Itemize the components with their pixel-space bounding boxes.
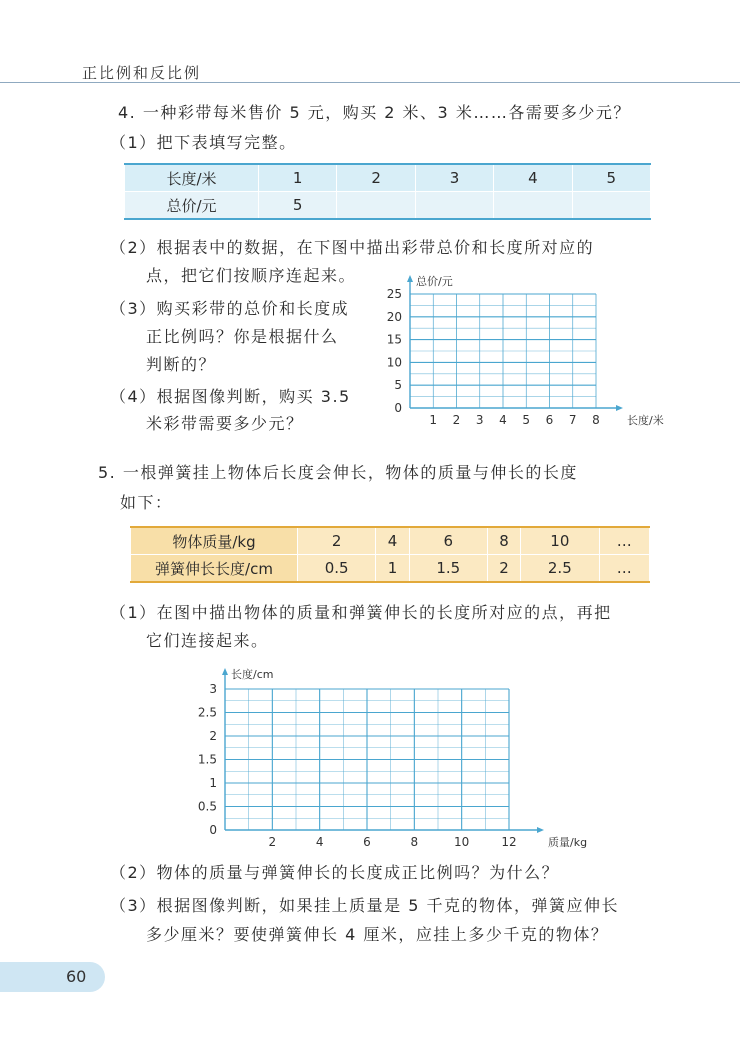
x-tick-label: 6 bbox=[545, 413, 554, 427]
table-cell: 6 bbox=[409, 527, 487, 555]
table-cell: 2.5 bbox=[521, 555, 599, 583]
y-tick-label: 0 bbox=[209, 823, 217, 837]
x-tick-label: 10 bbox=[454, 835, 470, 849]
table-cell: 4 bbox=[376, 527, 409, 555]
table-row bbox=[125, 164, 651, 192]
table-cell-blank[interactable] bbox=[494, 192, 572, 220]
q5-title-line2: 如下： bbox=[120, 493, 173, 512]
header-divider bbox=[0, 82, 740, 83]
table-cell: 10 bbox=[521, 527, 599, 555]
y-axis-arrow-icon bbox=[407, 275, 413, 282]
q5-sub2: （2）物体的质量与弹簧伸长的长度成正比例吗？为什么？ bbox=[110, 863, 560, 882]
y-tick-label: 2 bbox=[209, 729, 217, 743]
page-number-tab bbox=[0, 962, 105, 992]
q4-sub4-line1: （4）根据图像判断，购买 3.5 bbox=[110, 387, 351, 406]
q4-sub1: （1）把下表填写完整。 bbox=[110, 133, 297, 152]
y-tick-label: 0.5 bbox=[197, 799, 217, 814]
q4-sub2-line1: （2）根据表中的数据，在下图中描出彩带总价和长度所对应的 bbox=[110, 238, 595, 257]
y-tick-label: 10 bbox=[386, 355, 402, 370]
table-cell: 8 bbox=[487, 527, 520, 555]
x-axis-arrow-icon bbox=[537, 827, 544, 833]
table-cell: … bbox=[599, 527, 650, 555]
page-number: 60 bbox=[66, 967, 87, 986]
x-axis-label: 质量/kg bbox=[548, 836, 588, 849]
q4-title: 4. 一种彩带每米售价 5 元，购买 2 米、3 米……各需要多少元？ bbox=[118, 103, 631, 122]
x-tick-label: 8 bbox=[592, 413, 600, 427]
y-tick-label: 0 bbox=[394, 401, 402, 415]
q5-title-line1: 5. 一根弹簧挂上物体后长度会伸长，物体的质量与伸长的长度 bbox=[98, 463, 578, 482]
table-cell: 2 bbox=[337, 164, 415, 192]
table-cell: … bbox=[599, 555, 650, 583]
y-tick-label: 2.5 bbox=[197, 705, 217, 720]
q4-price-table bbox=[124, 163, 651, 220]
x-tick-label: 4 bbox=[499, 413, 507, 427]
y-axis-label: 总价/元 bbox=[416, 275, 453, 288]
q4-price-length-grid[interactable] bbox=[370, 268, 664, 438]
table-row bbox=[125, 192, 651, 220]
table-cell: 5 bbox=[259, 192, 337, 220]
x-tick-label: 4 bbox=[315, 835, 324, 849]
x-tick-label: 7 bbox=[568, 413, 577, 427]
q4-sub3-line2: 正比例吗？你是根据什么 bbox=[146, 327, 339, 346]
table-cell: 3 bbox=[415, 164, 493, 192]
table-row bbox=[131, 555, 650, 583]
table-cell-blank[interactable] bbox=[337, 192, 415, 220]
table-cell: 4 bbox=[494, 164, 572, 192]
table-cell: 1 bbox=[259, 164, 337, 192]
x-axis-label: 长度/米 bbox=[627, 414, 664, 427]
q5-spring-table bbox=[130, 526, 650, 583]
table-cell: 5 bbox=[572, 164, 650, 192]
table-cell: 2 bbox=[487, 555, 520, 583]
q4-sub3-line1: （3）购买彩带的总价和长度成 bbox=[110, 299, 350, 318]
x-tick-label: 6 bbox=[363, 835, 371, 849]
q4-sub4-line2: 米彩带需要多少元？ bbox=[146, 414, 304, 433]
table-row bbox=[131, 527, 650, 555]
y-tick-label: 5 bbox=[394, 378, 402, 393]
q5-sub1-line2: 它们连接起来。 bbox=[146, 631, 269, 650]
y-tick-label: 1.5 bbox=[197, 752, 217, 767]
q4-sub2-line2: 点，把它们按顺序连起来。 bbox=[146, 266, 357, 285]
y-axis-label: 长度/cm bbox=[231, 668, 274, 681]
table-cell: 1.5 bbox=[409, 555, 487, 583]
y-axis-arrow-icon bbox=[222, 668, 228, 675]
y-tick-label: 1 bbox=[209, 776, 217, 790]
table-row-label: 长度/米 bbox=[125, 164, 259, 192]
table-row-label: 总价/元 bbox=[125, 192, 259, 220]
q5-spring-grid[interactable] bbox=[185, 662, 588, 852]
x-tick-label: 2 bbox=[452, 413, 461, 427]
q4-sub3-line3: 判断的？ bbox=[146, 355, 217, 374]
y-tick-label: 3 bbox=[209, 682, 217, 696]
q5-sub3-line2: 多少厘米？要使弹簧伸长 4 厘米，应挂上多少千克的物体？ bbox=[146, 925, 609, 944]
x-tick-label: 1 bbox=[429, 413, 438, 427]
table-cell: 2 bbox=[298, 527, 376, 555]
table-cell-blank[interactable] bbox=[415, 192, 493, 220]
x-tick-label: 12 bbox=[501, 835, 517, 849]
x-tick-label: 8 bbox=[410, 835, 419, 849]
table-cell: 0.5 bbox=[298, 555, 376, 583]
y-tick-label: 25 bbox=[386, 287, 402, 301]
x-tick-label: 2 bbox=[268, 835, 277, 849]
x-axis-arrow-icon bbox=[616, 405, 623, 411]
table-row-label: 弹簧伸长长度/cm bbox=[131, 555, 298, 583]
x-tick-label: 3 bbox=[475, 413, 484, 427]
running-header: 正比例和反比例 bbox=[82, 64, 202, 82]
table-row-label: 物体质量/kg bbox=[131, 527, 298, 555]
table-cell: 1 bbox=[376, 555, 409, 583]
q5-sub1-line1: （1）在图中描出物体的质量和弹簧伸长的长度所对应的点，再把 bbox=[110, 603, 612, 622]
x-tick-label: 5 bbox=[522, 413, 531, 427]
table-cell-blank[interactable] bbox=[572, 192, 650, 220]
q5-sub3-line1: （3）根据图像判断，如果挂上质量是 5 千克的物体，弹簧应伸长 bbox=[110, 896, 620, 915]
y-tick-label: 20 bbox=[386, 309, 402, 324]
y-tick-label: 15 bbox=[386, 332, 402, 347]
